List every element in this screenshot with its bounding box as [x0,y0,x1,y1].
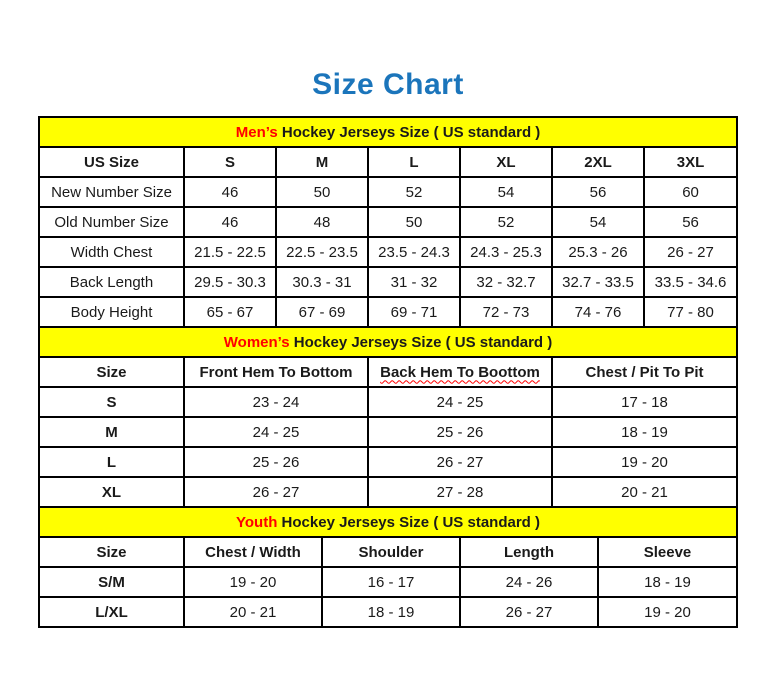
womens-table-row [39,387,737,417]
youth-value-cell: 18 - 19 [598,567,737,597]
mens-column-header: L [368,147,460,177]
size-tables-container [38,116,736,628]
mens-row-label: Body Height [39,297,184,327]
youth-column-header: Sleeve [598,537,737,567]
mens-row-label: New Number Size [39,177,184,207]
mens-value-cell: 56 [552,177,644,207]
mens-value-cell: 26 - 27 [644,237,737,267]
womens-band-rest: Hockey Jerseys Size ( US standard ) [289,333,553,351]
youth-column-header: Length [460,537,598,567]
youth-value-cell: 16 - 17 [322,567,460,597]
mens-value-cell: 74 - 76 [552,297,644,327]
youth-value-cell: 20 - 21 [184,597,322,627]
womens-table-row [39,417,737,447]
womens-value-cell: 25 - 26 [184,447,368,477]
mens-row-label: Width Chest [39,237,184,267]
womens-row-label: M [39,417,184,447]
youth-table-row [39,567,737,597]
mens-value-cell: 77 - 80 [644,297,737,327]
mens-section-band [39,117,737,147]
youth-band-highlight: Youth [236,513,278,531]
mens-value-cell: 48 [276,207,368,237]
mens-band-rest: Hockey Jerseys Size ( US standard ) [277,123,541,141]
mens-value-cell: 60 [644,177,737,207]
womens-value-cell: 25 - 26 [368,417,552,447]
youth-column-header: Shoulder [322,537,460,567]
youth-column-header: Size [39,537,184,567]
mens-table-row [39,267,737,297]
mens-value-cell: 65 - 67 [184,297,276,327]
mens-row-label: Back Length [39,267,184,297]
mens-value-cell: 30.3 - 31 [276,267,368,297]
mens-table-row [39,207,737,237]
mens-value-cell: 32.7 - 33.5 [552,267,644,297]
mens-value-cell: 72 - 73 [460,297,552,327]
womens-row-label: XL [39,477,184,507]
mens-value-cell: 69 - 71 [368,297,460,327]
youth-value-cell: 24 - 26 [460,567,598,597]
mens-column-header: M [276,147,368,177]
womens-band-highlight: Women’s [223,333,290,351]
mens-column-header: 3XL [644,147,737,177]
womens-value-cell: 27 - 28 [368,477,552,507]
youth-size-table [38,506,738,628]
mens-table-row [39,177,737,207]
youth-band-rest: Hockey Jerseys Size ( US standard ) [277,513,540,531]
youth-section-band [39,507,737,537]
youth-row-label: S/M [39,567,184,597]
womens-value-cell: 26 - 27 [368,447,552,477]
mens-value-cell: 29.5 - 30.3 [184,267,276,297]
womens-value-cell: 24 - 25 [368,387,552,417]
youth-value-cell: 26 - 27 [460,597,598,627]
mens-column-header: US Size [39,147,184,177]
mens-value-cell: 52 [368,177,460,207]
womens-row-label: S [39,387,184,417]
womens-column-header [368,357,552,387]
mens-column-header: XL [460,147,552,177]
womens-section-band [39,327,737,357]
mens-table-row [39,297,737,327]
mens-value-cell: 46 [184,177,276,207]
mens-column-header: 2XL [552,147,644,177]
mens-value-cell: 23.5 - 24.3 [368,237,460,267]
youth-row-label: L/XL [39,597,184,627]
mens-header-row [39,147,737,177]
youth-table-row [39,597,737,627]
mens-table-row [39,237,737,267]
womens-column-header: Front Hem To Bottom [184,357,368,387]
mens-value-cell: 54 [460,177,552,207]
womens-misspelled-header-text: Back Hem To Boottom [380,363,540,381]
youth-value-cell: 18 - 19 [322,597,460,627]
womens-table-row [39,477,737,507]
mens-value-cell: 50 [368,207,460,237]
mens-value-cell: 56 [644,207,737,237]
womens-value-cell: 17 - 18 [552,387,737,417]
mens-value-cell: 50 [276,177,368,207]
womens-column-header: Size [39,357,184,387]
mens-value-cell: 21.5 - 22.5 [184,237,276,267]
womens-column-header: Chest / Pit To Pit [552,357,737,387]
womens-value-cell: 26 - 27 [184,477,368,507]
mens-value-cell: 25.3 - 26 [552,237,644,267]
mens-value-cell: 22.5 - 23.5 [276,237,368,267]
mens-column-header: S [184,147,276,177]
womens-value-cell: 19 - 20 [552,447,737,477]
womens-table-row [39,447,737,477]
womens-value-cell: 20 - 21 [552,477,737,507]
mens-value-cell: 32 - 32.7 [460,267,552,297]
mens-value-cell: 46 [184,207,276,237]
mens-value-cell: 33.5 - 34.6 [644,267,737,297]
womens-row-label: L [39,447,184,477]
youth-value-cell: 19 - 20 [598,597,737,627]
mens-row-label: Old Number Size [39,207,184,237]
womens-value-cell: 23 - 24 [184,387,368,417]
mens-band-highlight: Men’s [235,123,278,141]
mens-value-cell: 54 [552,207,644,237]
youth-header-row [39,537,737,567]
youth-column-header: Chest / Width [184,537,322,567]
mens-value-cell: 52 [460,207,552,237]
mens-value-cell: 24.3 - 25.3 [460,237,552,267]
womens-size-table [38,326,738,508]
mens-value-cell: 67 - 69 [276,297,368,327]
youth-value-cell: 19 - 20 [184,567,322,597]
womens-header-row [39,357,737,387]
mens-size-table [38,116,738,328]
womens-value-cell: 18 - 19 [552,417,737,447]
page-title: Size Chart [312,68,464,101]
womens-value-cell: 24 - 25 [184,417,368,447]
mens-value-cell: 31 - 32 [368,267,460,297]
